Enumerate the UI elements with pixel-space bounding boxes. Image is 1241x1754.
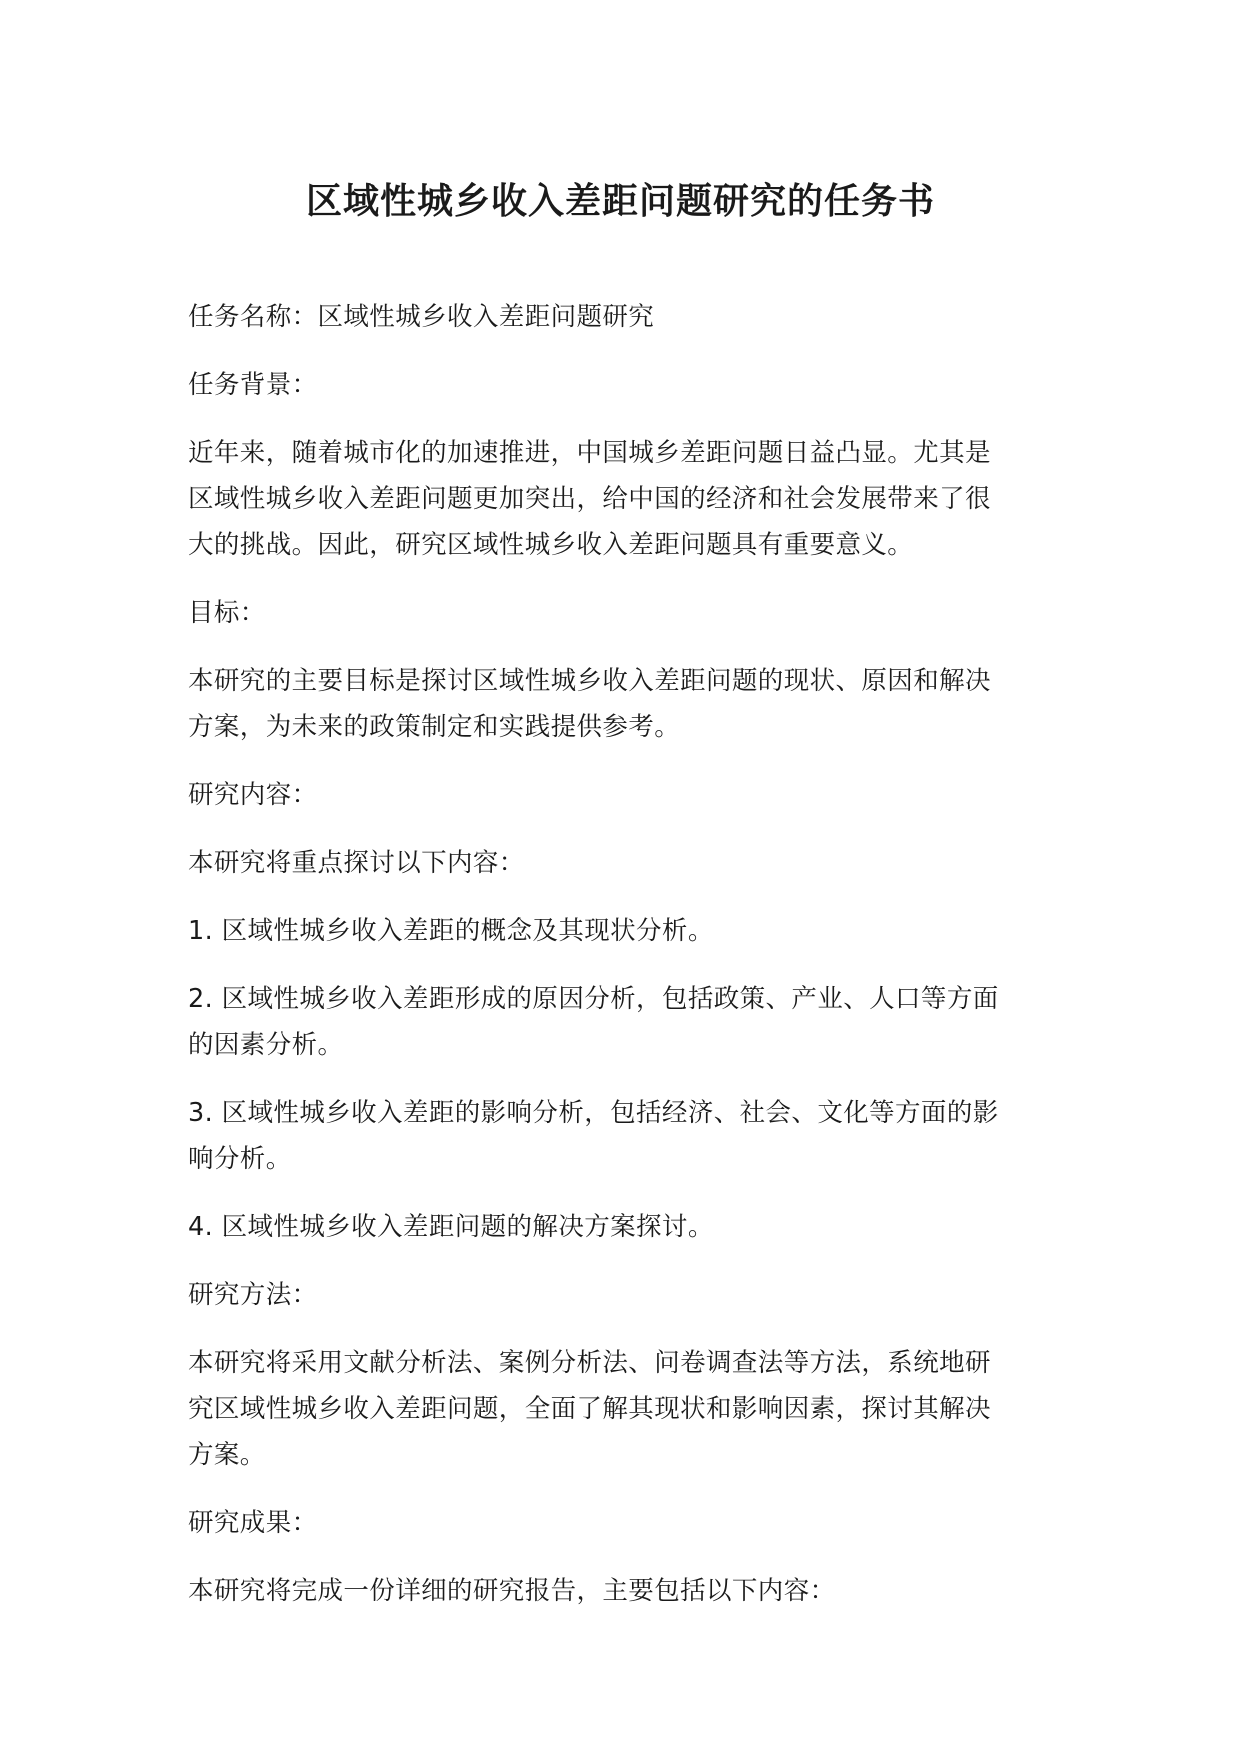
document-title: 区域性城乡收入差距问题研究的任务书 (305, 181, 935, 222)
results-heading: 研究成果： (188, 1508, 318, 1538)
method-heading: 研究方法： (188, 1280, 318, 1310)
content-intro-paragraph: 本研究将重点探讨以下内容： (188, 848, 525, 878)
results-paragraph: 本研究将完成一份详细的研究报告，主要包括以下内容： (188, 1576, 836, 1606)
content-heading: 研究内容： (188, 780, 318, 810)
content-list-item: 2. 区域性城乡收入差距形成的原因分析，包括政策、产业、人口等方面 的因素分析。 (188, 984, 999, 1060)
background-paragraph: 近年来，随着城市化的加速推进，中国城乡差距问题日益凸显。尤其是 区域性城乡收入差距问题更加突出，给中国的经济和社会发展带来了很 大的挑战。因此，研究区域性城乡收入差距问题具有重要意义。 (188, 438, 991, 560)
document-body (188, 294, 1058, 1636)
task-name-paragraph: 任务名称：区域性城乡收入差距问题研究 (188, 302, 655, 332)
goal-heading: 目标： (188, 598, 266, 628)
content-list-item: 3. 区域性城乡收入差距的影响分析，包括经济、社会、文化等方面的影 响分析。 (188, 1098, 999, 1174)
content-list-item: 1. 区域性城乡收入差距的概念及其现状分析。 (188, 916, 714, 946)
background-heading: 任务背景： (188, 370, 318, 400)
content-list-item: 4. 区域性城乡收入差距问题的解决方案探讨。 (188, 1212, 714, 1242)
goal-paragraph: 本研究的主要目标是探讨区域性城乡收入差距问题的现状、原因和解决 方案，为未来的政策制定和实践提供参考。 (188, 666, 991, 742)
method-paragraph: 本研究将采用文献分析法、案例分析法、问卷调查法等方法，系统地研 究区域性城乡收入差距问题，全面了解其现状和影响因素，探讨其解决 方案。 (188, 1348, 991, 1470)
